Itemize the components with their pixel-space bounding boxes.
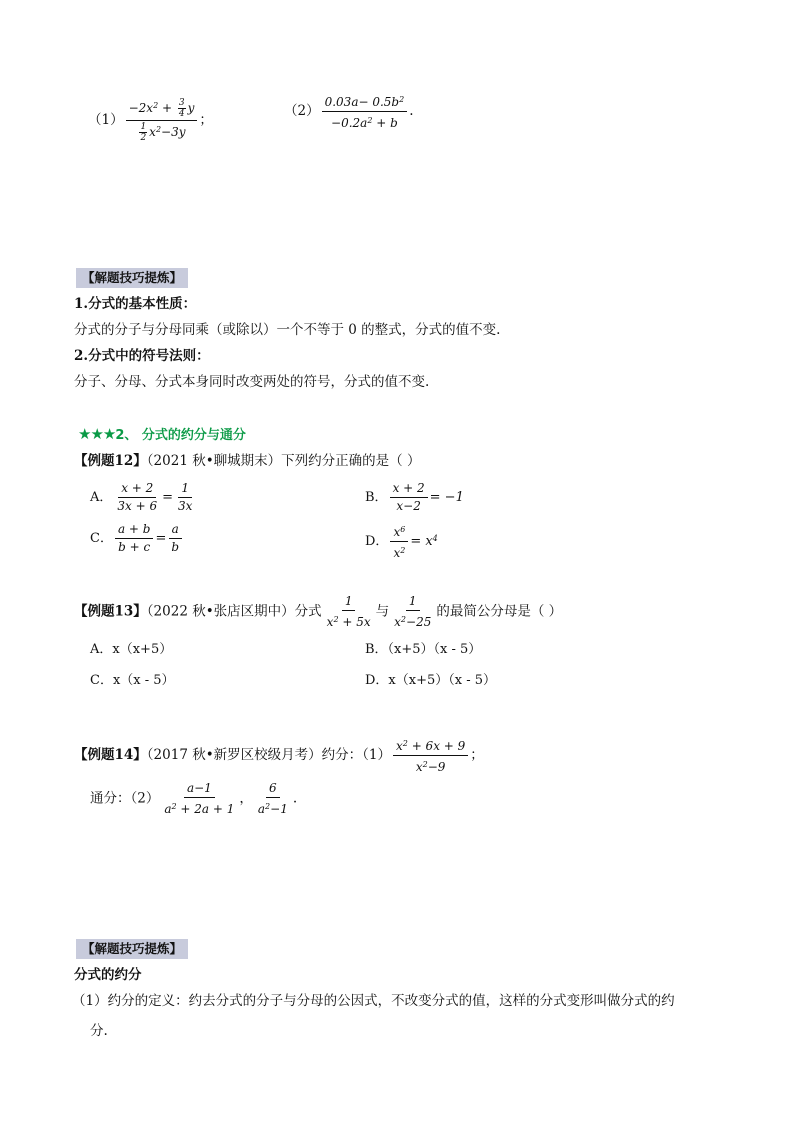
option-a: A． $\frac{x + 2}{3x + 6}$ = $\frac{1}{3x}$ bbox=[90, 481, 193, 513]
option-d: D． $\frac{x^6}{x^2}$ = $x^4$ bbox=[365, 522, 438, 561]
tips-banner: 【解题技巧提炼】 bbox=[76, 939, 188, 959]
tips-line: 分式的约分 bbox=[74, 967, 142, 983]
example-12 bbox=[74, 451, 420, 471]
problem-2-label: （2） bbox=[284, 103, 320, 119]
problem-2: （2） $\frac{0.03a- 0.5b^2}{-0.2a^2 + b}$ . bbox=[284, 92, 414, 131]
tips-line: 分式的分子与分母同乘（或除以）一个不等于 0 的整式，分式的值不变. bbox=[74, 322, 501, 338]
option-a: A．x（x+5） bbox=[90, 642, 173, 657]
problem-2-fraction: $\frac{0.03a- 0.5b^2}{-0.2a^2 + b}$ bbox=[322, 92, 408, 131]
option-c: C． $\frac{a + b}{b + c}$ = $\frac{a}{b}$ bbox=[90, 522, 184, 555]
section-heading bbox=[78, 424, 246, 443]
example-14: 【例题14】（2017 秋•新罗区校级月考）约分：（1） $\frac{x^2 + 6x + 9}{x^2-9}$ ； bbox=[74, 736, 484, 775]
example-label: 【例题14】 bbox=[74, 747, 147, 763]
tips-line: 分子、分母、分式本身同时改变两处的符号，分式的值不变. bbox=[74, 374, 430, 390]
tips-line: 2.分式中的符号法则： bbox=[74, 348, 210, 364]
section-title: 2、 分式的约分与通分 bbox=[115, 428, 246, 443]
example-label: 【例题12】 bbox=[74, 453, 147, 469]
problem-1-fraction: $-2x^2$ + $\frac{3}{4}$ y $\frac{1}{2}$ $x^2-3y$ bbox=[126, 98, 198, 143]
problem-1: （1） $-2x^2$ + $\frac{3}{4}$ y $\frac{1}{2}$ $x^2-3y$ ； bbox=[88, 98, 213, 143]
tips-line: 1.分式的基本性质： bbox=[74, 296, 197, 312]
option-b: B．（x+5）（x - 5） bbox=[365, 642, 482, 657]
example-source: （2021 秋•聊城期末）下列约分正确的是（ ） bbox=[146, 453, 421, 469]
example-label: 【例题13】 bbox=[74, 603, 147, 620]
tips-line: （1）约分的定义：约去分式的分子与分母的公因式，不改变分式的值，这样的分式变形叫做分式的约 bbox=[72, 993, 675, 1009]
tips-line: 分. bbox=[90, 1023, 108, 1039]
option-d: D．x（x+5）（x - 5） bbox=[365, 673, 497, 688]
star-icon: ★★★ bbox=[78, 425, 116, 443]
example-14-part-2: 通分：（2） $\frac{a-1}{a^2 + 2a + 1}$ ， $\frac{6}{a^2-1}$ . bbox=[90, 781, 298, 816]
example-13: 【例题13】（2022 秋•张店区期中）分式 $\frac{1}{x^2 + 5x}$ 与 $\frac{1}{x^2-25}$ 的最简公分母是（ ） bbox=[74, 594, 563, 629]
option-c: C．x（x - 5） bbox=[90, 673, 175, 688]
problem-1-label: （1） bbox=[88, 112, 124, 128]
tips-banner: 【解题技巧提炼】 bbox=[76, 268, 188, 288]
option-b: B． $\frac{x + 2}{x-2}$ = −1 bbox=[365, 481, 464, 513]
